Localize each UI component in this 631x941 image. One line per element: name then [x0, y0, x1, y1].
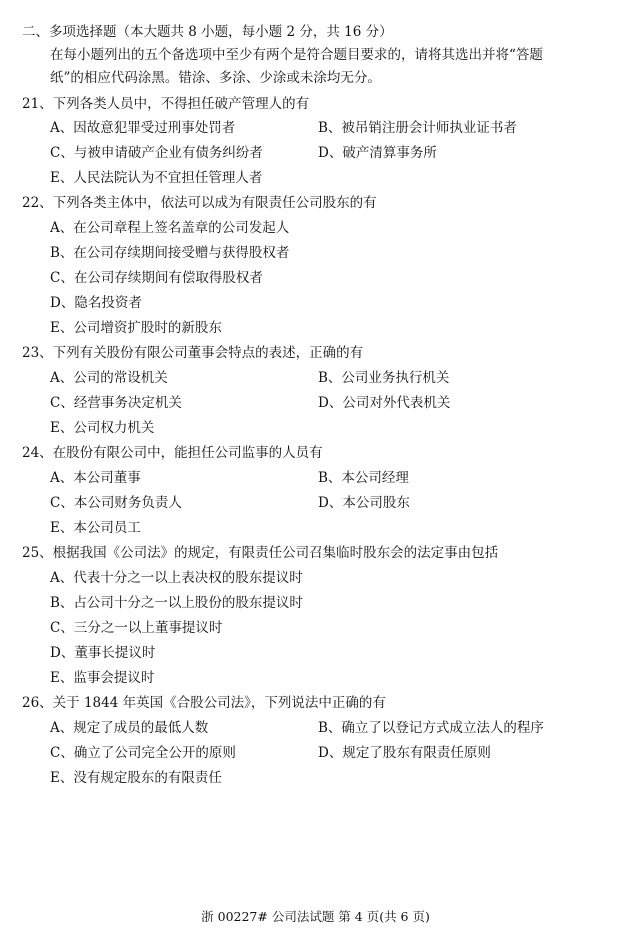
question-24-option-e: E、本公司员工 — [50, 520, 141, 536]
section-title: 二、多项选择题（本大题共 8 小题，每小题 2 分，共 16 分） — [22, 24, 393, 40]
question-23-stem: 23、下列有关股份有限公司董事会特点的表述，正确的有 — [22, 345, 364, 361]
page-footer: 浙 00227# 公司法试题 第 4 页(共 6 页) — [201, 909, 430, 924]
question-21-option-e: E、人民法院认为不宜担任管理人者 — [50, 170, 263, 186]
question-22-option-e: E、公司增资扩股时的新股东 — [50, 320, 222, 336]
question-21-option-d: D、破产清算事务所 — [318, 145, 437, 161]
question-24-option-a: A、本公司董事 — [50, 470, 141, 486]
question-24-stem: 24、在股份有限公司中，能担任公司监事的人员有 — [22, 445, 323, 461]
question-25-option-d: D、董事长提议时 — [50, 645, 156, 661]
question-22-option-c: C、在公司存续期间有偿取得股权者 — [50, 270, 263, 286]
question-22-option-d: D、隐名投资者 — [50, 295, 142, 311]
question-24-option-c: C、本公司财务负责人 — [50, 495, 182, 511]
question-22-option-b: B、在公司存续期间接受赠与获得股权者 — [50, 245, 290, 261]
question-25-option-e: E、监事会提议时 — [50, 670, 155, 686]
question-25-option-c: C、三分之一以上董事提议时 — [50, 620, 223, 636]
question-25-option-b: B、占公司十分之一以上股份的股东提议时 — [50, 595, 303, 611]
question-26-option-d: D、规定了股东有限责任原则 — [318, 745, 491, 761]
question-21-option-a: A、因故意犯罪受过刑事处罚者 — [50, 120, 236, 136]
section-instruction-line-1: 在每小题列出的五个备选项中至少有两个是符合题目要求的，请将其选出并将“答题 — [50, 47, 543, 63]
question-25-option-a: A、代表十分之一以上表决权的股东提议时 — [50, 570, 303, 586]
question-26-option-b: B、确立了以登记方式成立法人的程序 — [318, 720, 544, 736]
question-22-option-a: A、在公司章程上签名盖章的公司发起人 — [50, 220, 290, 236]
question-23-option-a: A、公司的常设机关 — [50, 370, 168, 386]
question-22-stem: 22、下列各类主体中，依法可以成为有限责任公司股东的有 — [22, 195, 377, 211]
question-26-option-e: E、没有规定股东的有限责任 — [50, 770, 222, 786]
question-23-option-b: B、公司业务执行机关 — [318, 370, 450, 386]
question-21-option-c: C、与被申请破产企业有债务纠纷者 — [50, 145, 263, 161]
question-25-stem: 25、根据我国《公司法》的规定，有限责任公司召集临时股东会的法定事由包括 — [22, 545, 499, 561]
question-21-option-b: B、被吊销注册会计师执业证书者 — [318, 120, 517, 136]
question-23-option-d: D、公司对外代表机关 — [318, 395, 451, 411]
section-instruction-line-2: 纸”的相应代码涂黑。错涂、多涂、少涂或未涂均无分。 — [50, 70, 381, 86]
question-26-option-c: C、确立了公司完全公开的原则 — [50, 745, 236, 761]
question-24-option-b: B、本公司经理 — [318, 470, 409, 486]
question-23-option-e: E、公司权力机关 — [50, 420, 155, 436]
question-21-stem: 21、下列各类人员中，不得担任破产管理人的有 — [22, 96, 310, 112]
question-23-option-c: C、经营事务决定机关 — [50, 395, 182, 411]
question-24-option-d: D、本公司股东 — [318, 495, 410, 511]
question-26-option-a: A、规定了成员的最低人数 — [50, 720, 209, 736]
question-26-stem: 26、关于 1844 年英国《合股公司法》，下列说法中正确的有 — [22, 695, 386, 711]
